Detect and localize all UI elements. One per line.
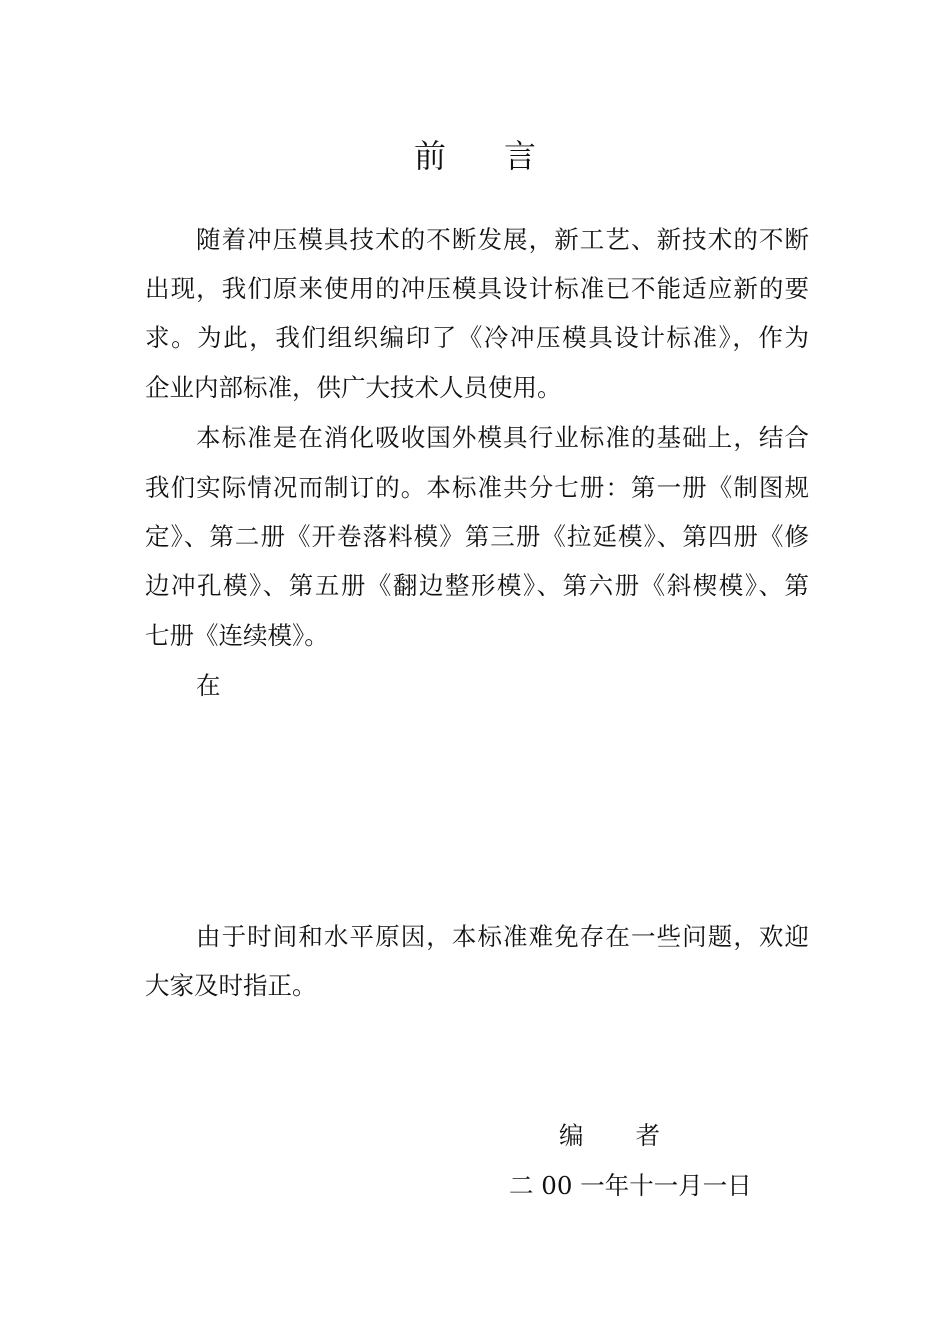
paragraph-4-line-1: 由于时间和水平原因，本标准难免存在一些问题，欢迎 [196, 922, 809, 951]
paragraph-2-line-1: 本标准是在消化吸收国外模具行业标准的基础上，结合 [196, 423, 809, 452]
paragraph-2-line-4: 边冲孔模》、第五册《翻边整形模》、第六册《斜楔模》、第 [145, 571, 809, 600]
editor-char-1: 编 [559, 1121, 584, 1150]
paragraph-3: 在 [196, 671, 221, 700]
title-char-1: 前 [413, 137, 446, 175]
paragraph-1-line-4: 企业内部标准，供广大技术人员使用。 [145, 373, 562, 402]
date: 二 00 一年十一月一日 [509, 1171, 752, 1200]
paragraph-2-line-5: 七册《连续模》。 [145, 621, 329, 650]
paragraph-1-line-3: 求。为此，我们组织编印了《冷冲压模具设计标准》，作为 [145, 323, 809, 352]
paragraph-1-line-1: 随着冲压模具技术的不断发展，新工艺、新技术的不断 [196, 225, 809, 254]
editor-signature [559, 1118, 660, 1154]
paragraph-4-line-2: 大家及时指正。 [145, 971, 317, 1000]
paragraph-1-line-2: 出现，我们原来使用的冲压模具设计标准已不能适应新的要 [145, 274, 809, 303]
paragraph-2-line-2: 我们实际情况而制订的。本标准共分七册：第一册《制图规 [145, 473, 809, 502]
page-title [0, 134, 950, 178]
paragraph-2-line-3: 定》、第二册《开卷落料模》第三册《拉延模》、第四册《修 [145, 522, 809, 551]
title-char-2: 言 [504, 137, 537, 175]
editor-char-2: 者 [635, 1121, 660, 1150]
